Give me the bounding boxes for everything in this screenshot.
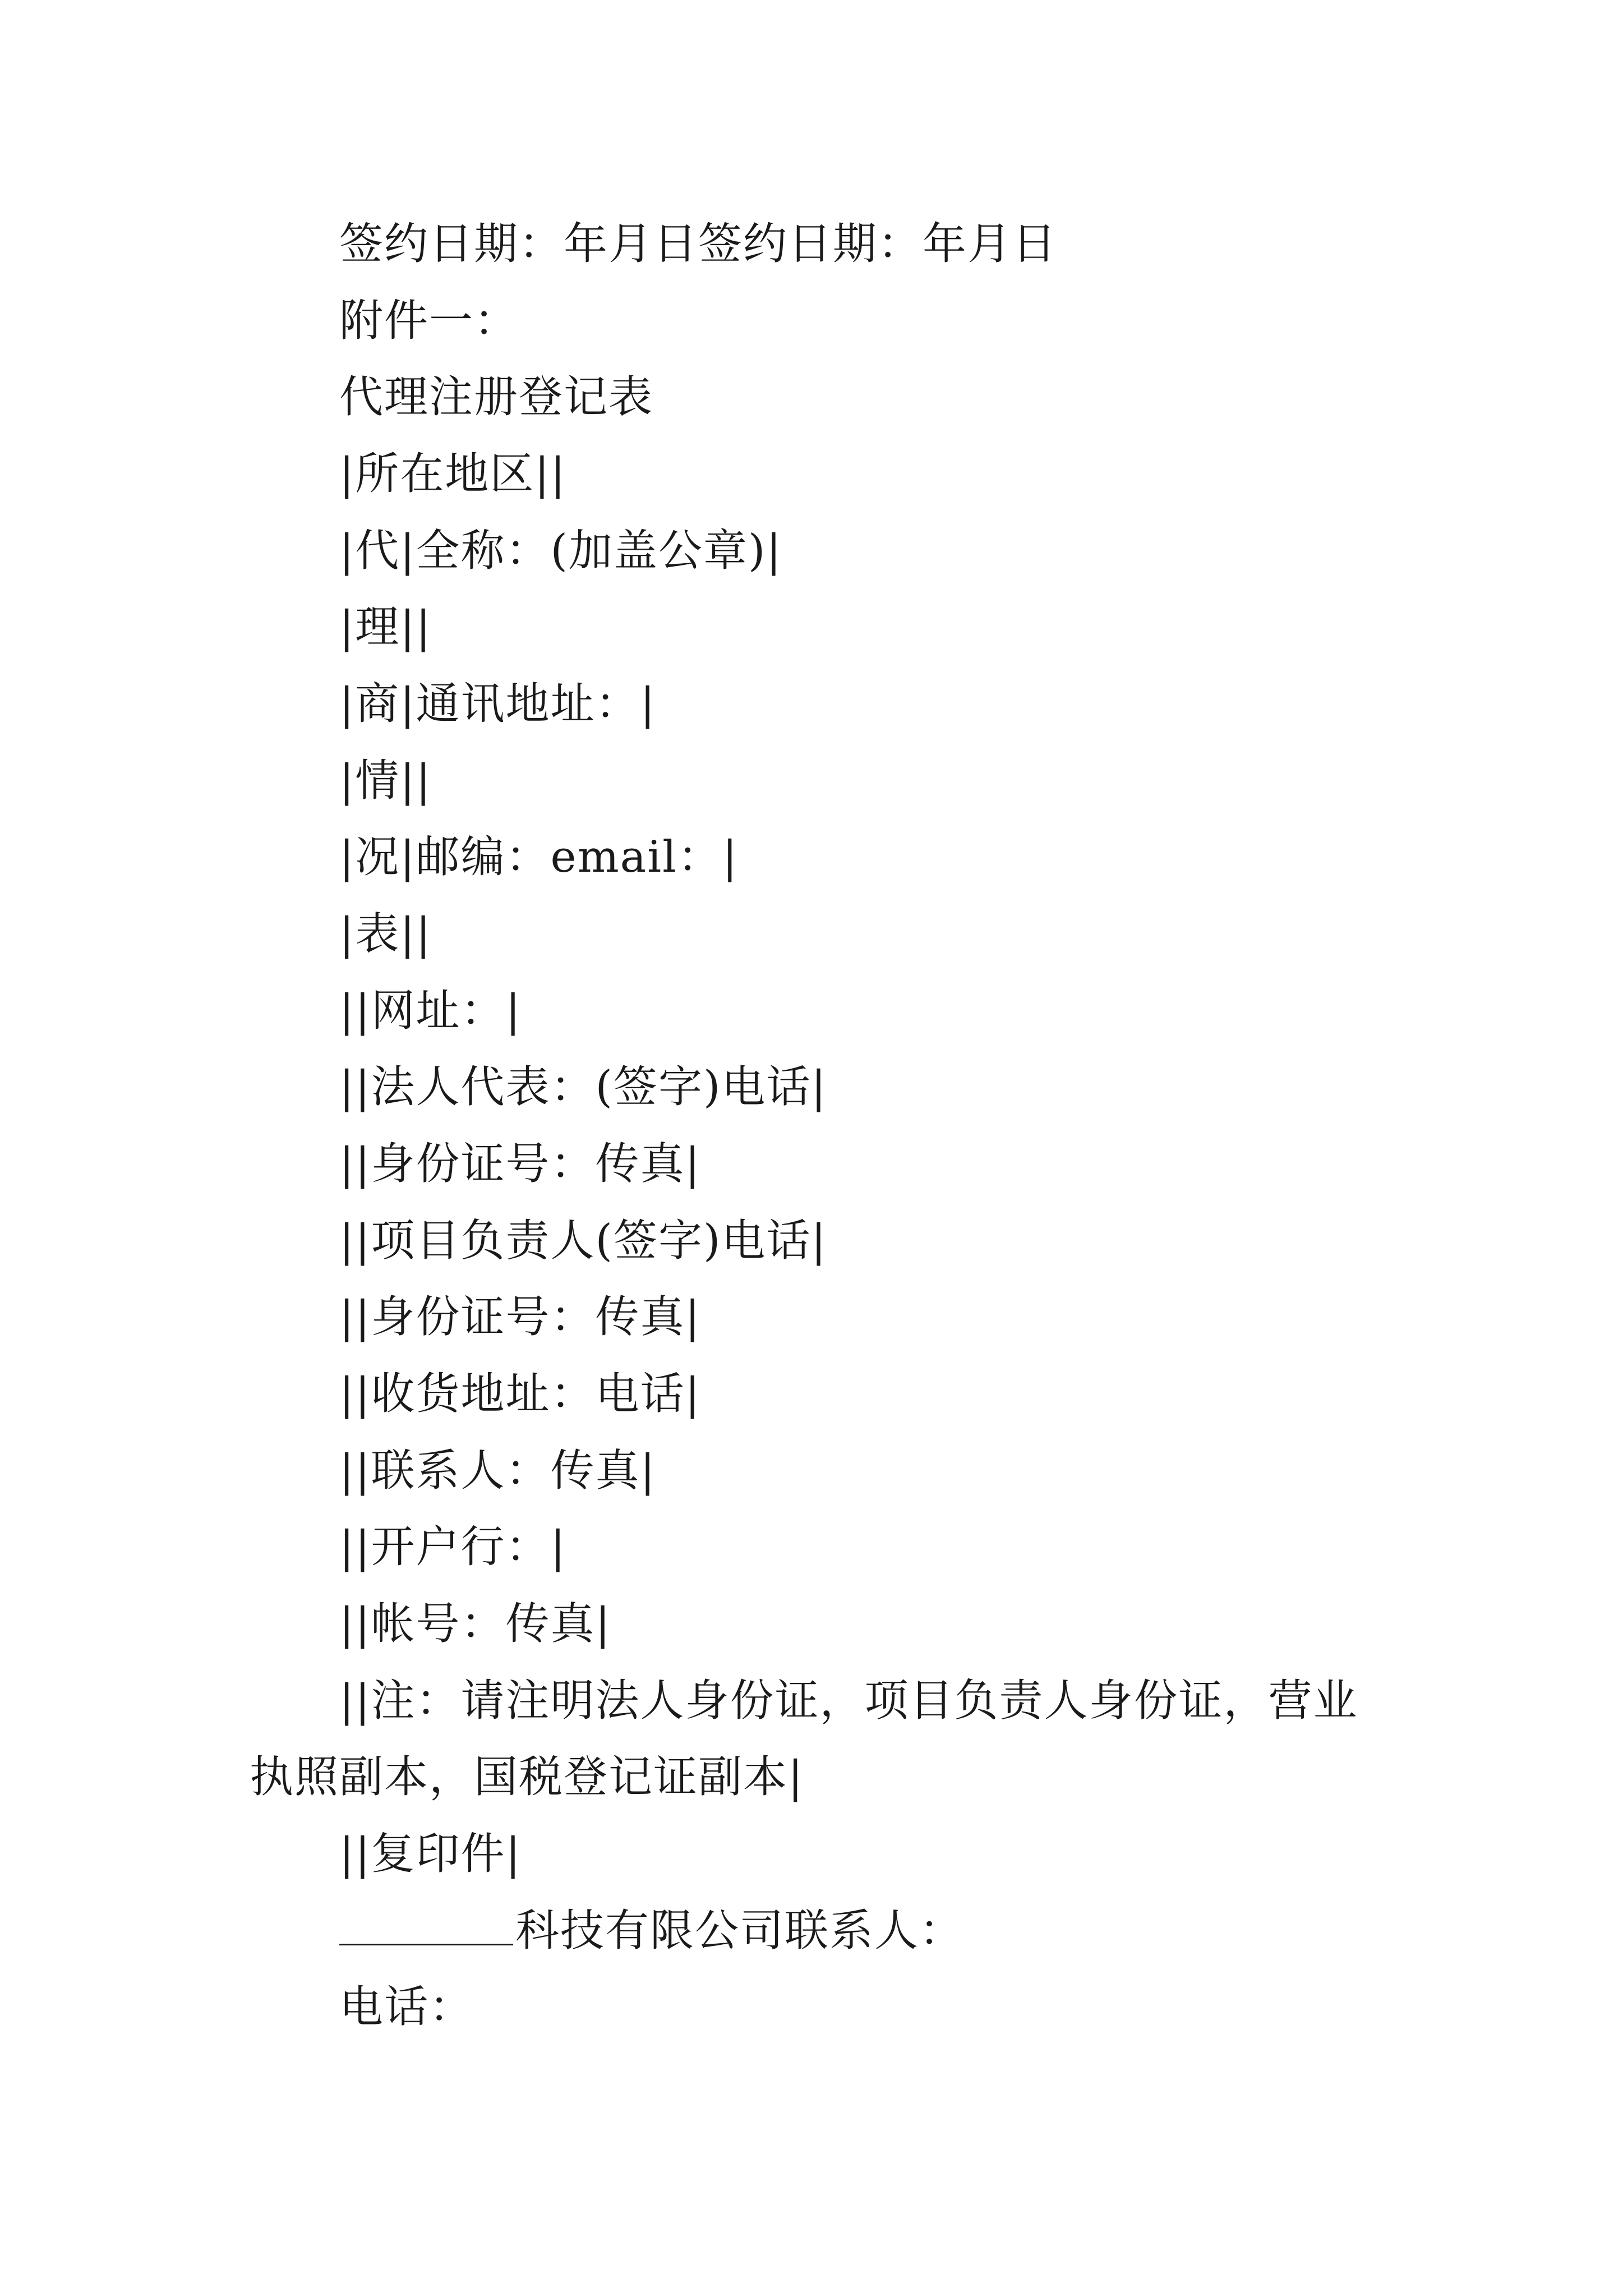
attachment-heading: 附件一： [339,296,519,346]
form-row-region: |所在地区|| [339,449,566,499]
form-row-full-name: |代|全称：(加盖公章)| [339,526,782,576]
form-row-blank-2: |情|| [339,756,432,806]
form-row-id-fax-1: ||身份证号：传真| [339,1139,701,1189]
form-row-copies: ||复印件| [339,1829,522,1879]
form-row-legal-rep: ||法人代表：(签字)电话| [339,1062,827,1112]
form-row-account: ||帐号：传真| [339,1599,611,1649]
signing-date-line: 签约日期：年月日签约日期：年月日 [339,219,1058,269]
company-name-blank[interactable] [339,1903,513,1945]
form-row-blank-1: |理|| [339,602,432,652]
form-row-blank-3: |表|| [339,909,432,959]
form-row-address: |商|通讯地址：| [339,679,656,729]
form-row-note-continued: 执照副本，国税登记证副本| [250,1752,804,1802]
form-row-contact: ||联系人：传真| [339,1446,656,1496]
company-contact-label: 科技有限公司联系人： [515,1906,965,1956]
form-row-postcode-email: |况|邮编：email：| [339,832,739,882]
phone-line: 电话： [339,1982,474,2032]
form-row-note: ||注：请注明法人身份证，项目负责人身份证，营业 [339,1676,1358,1726]
form-row-bank: ||开户行：| [339,1522,566,1572]
form-row-website: ||网址：| [339,986,522,1036]
form-row-project-lead: ||项目负责人(签字)电话| [339,1216,827,1266]
form-row-shipping: ||收货地址：电话| [339,1369,701,1419]
form-row-id-fax-2: ||身份证号：传真| [339,1292,701,1342]
form-title: 代理注册登记表 [339,372,654,422]
company-contact-line [339,1900,964,1962]
